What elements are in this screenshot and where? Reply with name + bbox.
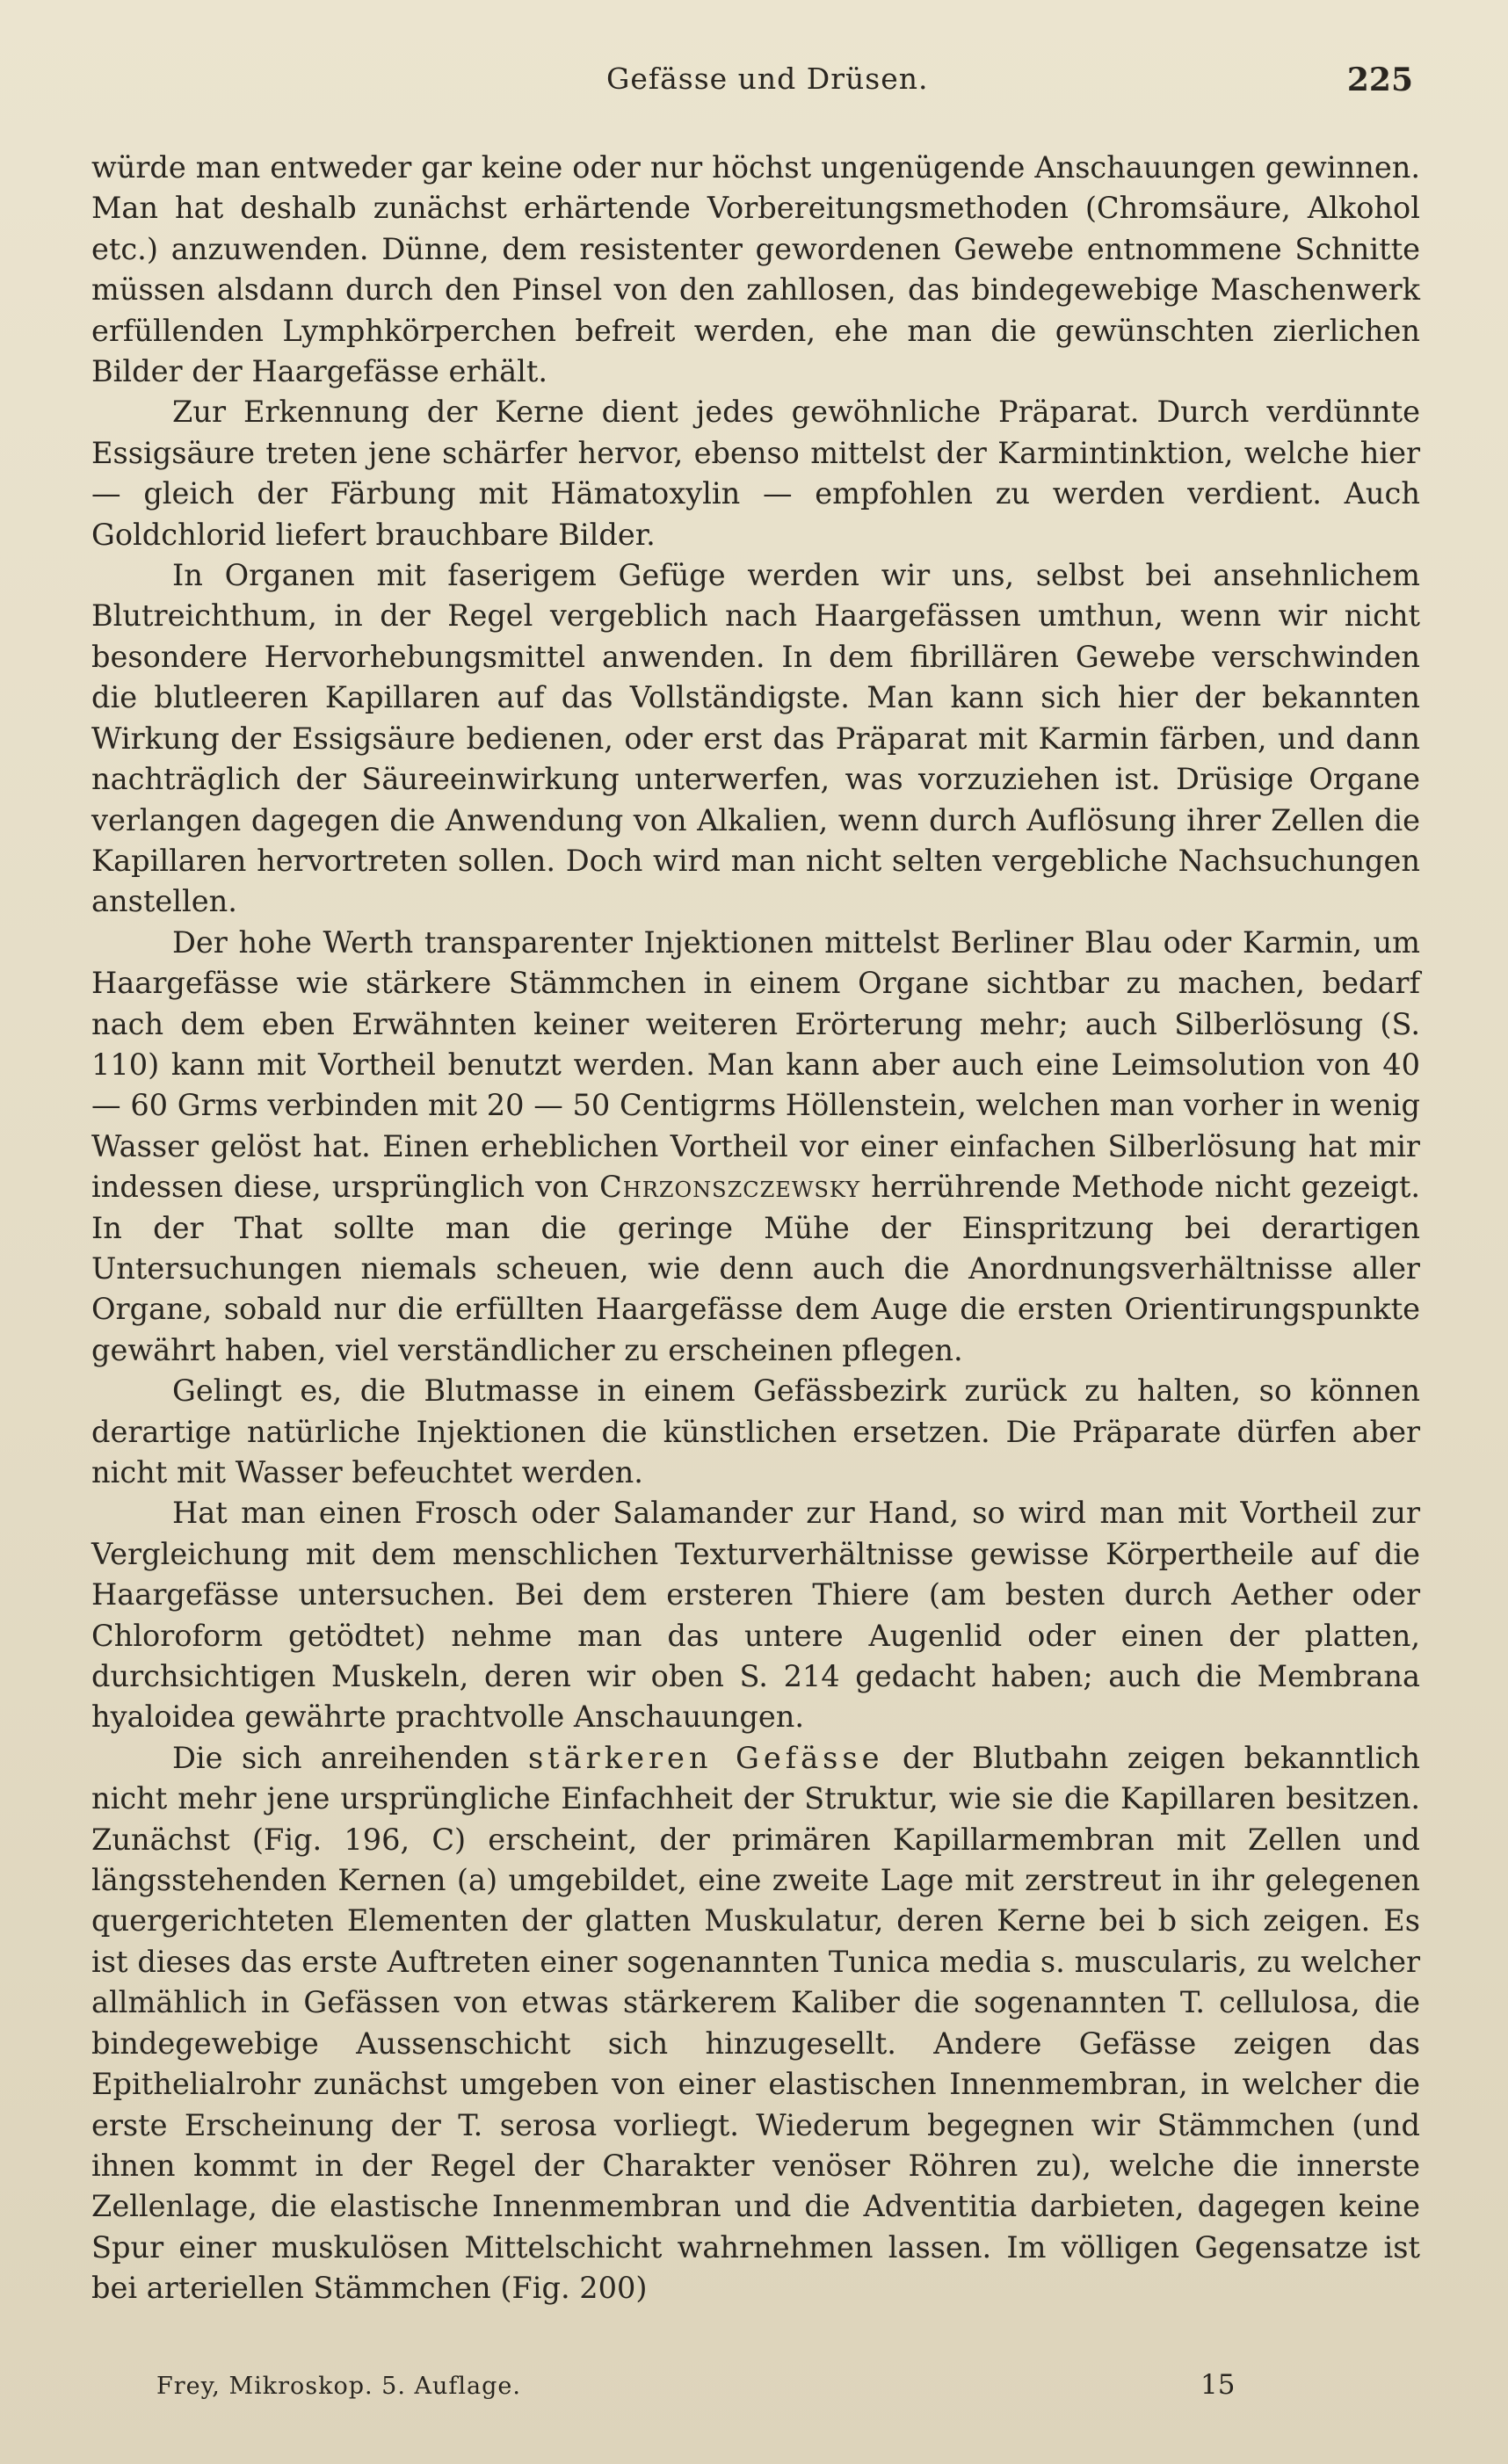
paragraph-1: [91, 148, 1420, 392]
paragraph-text: herrührende Methode nicht gezeigt. In der That sollte man die geringe Mühe der Einspritzung bei derartigen Untersuchungen niemals scheuen, wie denn auch die Anordnungsverhältnisse aller Organe, sobald nur die erfüllten Haargefässe dem Auge die ersten Orientirungspunkte gewährt haben, viel verständlicher zu erscheinen pflegen.: [91, 1170, 1420, 1367]
page-header: [0, 62, 1508, 105]
paragraph-text: Gelingt es, die Blutmasse in einem Gefässbezirk zurück zu halten, so können derartige natürliche Injektionen die künstlichen ersetzen. Die Präparate dürfen aber nicht mit Wasser befeuchtet werden.: [91, 1373, 1420, 1489]
paragraph-4: [91, 923, 1420, 1371]
paragraph-text: Der hohe Werth transparenter Injektionen mittelst Berliner Blau oder Karmin, um Haargefässe wie stärkere Stämmchen in einem Organe sichtbar zu machen, bedarf nach dem eben Erwähnten keiner weiteren Erörterung mehr; auch Silberlösung (S. 110) kann mit Vortheil benutzt werden. Man kann aber auch eine Leimsolution von 40 — 60 Grms verbinden mit 20 — 50 Centigrms Höllenstein, welchen man vorher in wenig Wasser gelöst hat. Einen erheblichen Vortheil vor einer einfachen Silberlösung hat mir indessen diese, ursprünglich von: [91, 924, 1420, 1205]
author-name: Chrzonszczewsky: [599, 1170, 861, 1205]
paragraph-text: der Blutbahn zeigen bekanntlich nicht mehr jene ursprüngliche Einfachheit der Struktur, wie sie die Kapillaren besitzen. Zunächst (Fig. 196, C) erscheint, der primären Kapillarmembran mit Zellen und längsstehenden Kernen (a) umgebildet, eine zweite Lage mit zerstreut in ihr gelegenen quergerichteten Elementen der glatten Muskulatur, deren Kerne bei b sich zeigen. Es ist dieses das erste Auftreten einer sogenannten Tunica media s. muscularis, zu welcher allmählich in Gefässen von etwas stärkerem Kaliber die sogenannten T. cellulosa, die bindegewebige Aussenschicht sich hinzugesellt. Andere Gefässe zeigen das Epithelialrohr zunächst umgeben von einer elastischen Innenmembran, in welcher die erste Erscheinung der T. serosa vorliegt. Wiederum begegnen wir Stämmchen (und ihnen kommt in der Regel der Charakter venöser Röhren zu), welche die innerste Zellenlage, die elastische Innenmembran und die Adventitia darbieten, dagegen keine Spur einer muskulösen Mittelschicht wahrnehmen lassen. Im völligen Gegensatze ist bei arteriellen Stämmchen (Fig. 200): [91, 1740, 1420, 2306]
paragraph-text: In Organen mit faserigem Gefüge werden wir uns, selbst bei ansehnlichem Blutreichthum, in der Regel vergeblich nach Haargefässen umthun, wenn wir nicht besondere Hervorhebungsmittel anwenden. In dem fibrillären Gewebe verschwinden die blutleeren Kapillaren auf das Vollständigste. Man kann sich hier der bekannten Wirkung der Essigsäure bedienen, oder erst das Präparat mit Karmin färben, und dann nachträglich der Säureeinwirkung unterwerfen, was vorzuziehen ist. Drüsige Organe verlangen dagegen die Anwendung von Alkalien, wenn durch Auflösung ihrer Zellen die Kapillaren hervortreten sollen. Doch wird man nicht selten vergebliche Nachsuchungen anstellen.: [91, 558, 1420, 919]
paragraph-text: Zur Erkennung der Kerne dient jedes gewöhnliche Präparat. Durch verdünnte Essigsäure treten jene schärfer hervor, ebenso mittelst der Karmintinktion, welche hier — gleich der Färbung mit Hämatoxylin — empfohlen zu werden verdient. Auch Goldchlorid liefert brauchbare Bilder.: [91, 395, 1420, 552]
paragraph-text: Hat man einen Frosch oder Salamander zur Hand, so wird man mit Vortheil zur Vergleichung mit dem menschlichen Texturverhältnisse gewisse Körpertheile auf die Haargefässe untersuchen. Bei dem ersteren Thiere (am besten durch Aether oder Chloroform getödtet) nehme man das untere Augenlid oder einen der platten, durchsichtigen Muskeln, deren wir oben S. 214 gedacht haben; auch die Membrana hyaloidea gewährte prachtvolle Anschauungen.: [91, 1496, 1420, 1735]
body-text: [91, 148, 1420, 2309]
paragraph-5: [91, 1371, 1420, 1493]
paragraph-text: würde man entweder gar keine oder nur höchst ungenügende Anschauungen gewinnen. Man hat deshalb zunächst erhärtende Vorbereitungsmethoden (Chromsäure, Alkohol etc.) anzuwenden. Dünne, dem resistenter gewordenen Gewebe entnommene Schnitte müssen alsdann durch den Pinsel von den zahllosen, das bindegewebige Maschenwerk erfüllenden Lymphkörperchen befreit werden, ehe man die gewünschten zierlichen Bilder der Haargefässe erhält.: [91, 150, 1420, 389]
paragraph-7: [91, 1738, 1420, 2309]
page-footer: [0, 2369, 1508, 2408]
paragraph-text: Die sich anreihenden: [172, 1740, 510, 1775]
emphasized-term: stärkeren Gefässe: [527, 1740, 884, 1775]
running-title: Gefässe und Drüsen.: [606, 62, 929, 96]
paragraph-2: [91, 392, 1420, 555]
printer-signature: Frey, Mikroskop. 5. Auflage.: [156, 2373, 521, 2400]
paragraph-3: [91, 555, 1420, 923]
page-number: 225: [1346, 62, 1413, 98]
paragraph-6: [91, 1493, 1420, 1737]
sheet-number: 15: [1200, 2369, 1236, 2401]
